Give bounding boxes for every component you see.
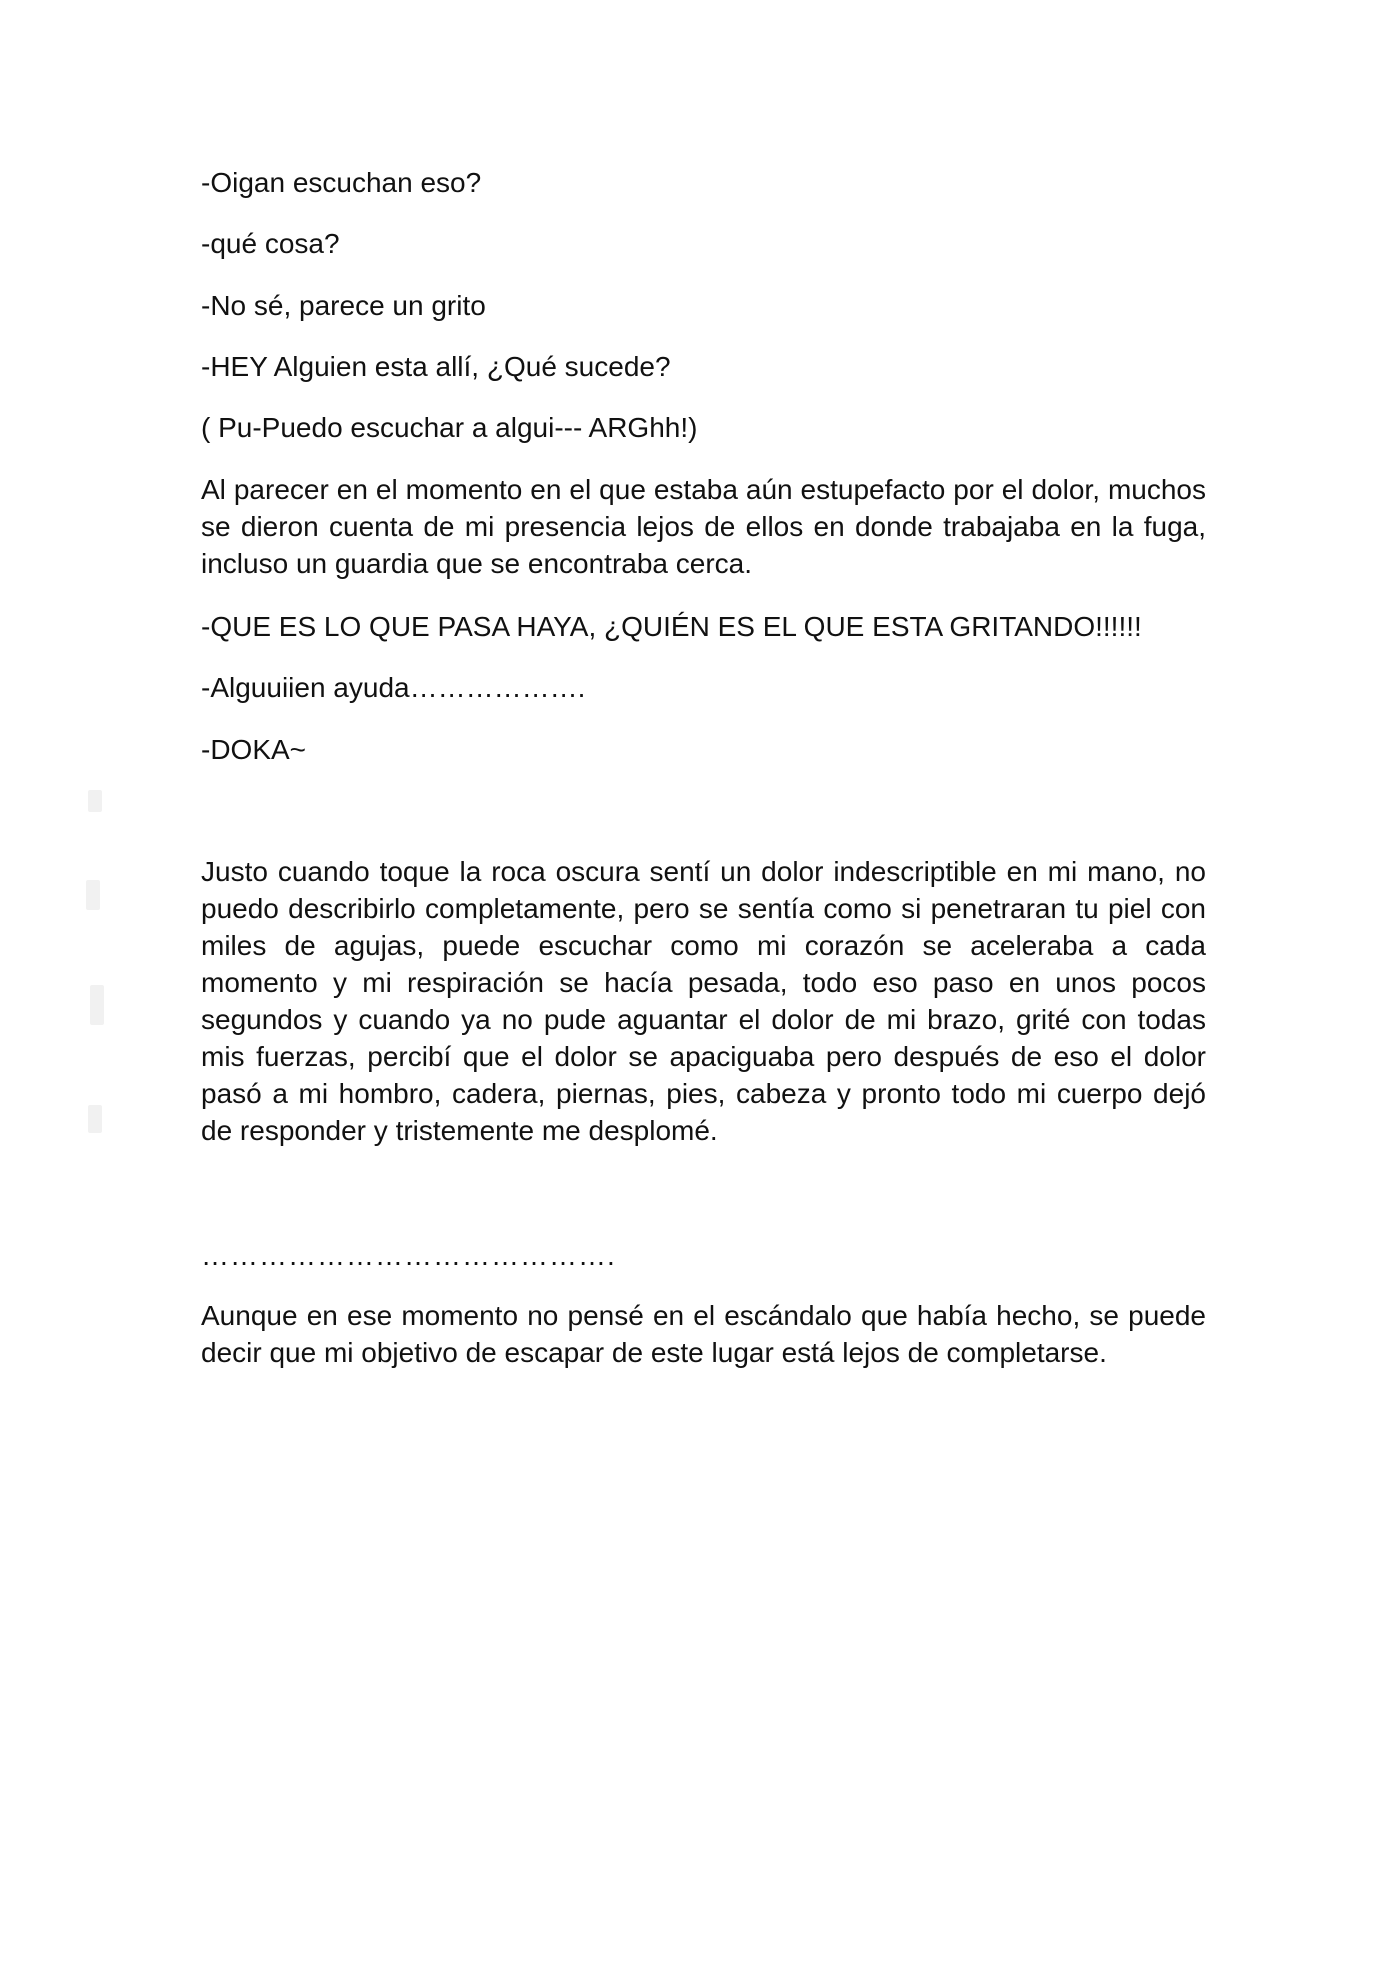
dialogue-line: ( Pu-Puedo escuchar a algui--- ARGhh!) [201, 412, 698, 443]
narrative-paragraph: Aunque en ese momento no pensé en el escándalo que había hecho, se puede decir que mi objetivo de escapar de este lugar está lejos de completarse. [201, 1300, 1206, 1368]
dialogue-line: -No sé, parece un grito [201, 290, 486, 321]
scan-artifact [88, 790, 102, 812]
dialogue-line: -Oigan escuchan eso? [201, 167, 482, 198]
scan-artifact [90, 985, 104, 1025]
scan-artifact [88, 1105, 102, 1133]
dialogue-line: -QUE ES LO QUE PASA HAYA, ¿QUIÉN ES EL QUE ESTA GRITANDO!!!!!! [201, 611, 1142, 642]
scan-artifact [86, 880, 100, 910]
section-separator: ……………………………………. [201, 1240, 616, 1271]
narrative-paragraph: Justo cuando toque la roca oscura sentí un dolor indescriptible en mi mano, no puedo describirlo completamente, pero se sentía como si penetraran tu piel con miles de agujas, puede escuchar como mi corazón se aceleraba a cada momento y mi respiración se hacía pesada, todo eso paso en unos pocos segundos y cuando ya no pude aguantar el dolor de mi brazo, grité con todas mis fuerzas, percibí que el dolor se apaciguaba pero después de eso el dolor pasó a mi hombro, cadera, piernas, pies, cabeza y pronto todo mi cuerpo dejó de responder y tristemente me desplomé. [201, 856, 1206, 1146]
dialogue-line: -HEY Alguien esta allí, ¿Qué sucede? [201, 351, 671, 382]
narrative-paragraph: Al parecer en el momento en el que estaba aún estupefacto por el dolor, muchos se dieron cuenta de mi presencia lejos de ellos en donde trabajaba en la fuga, incluso un guardia que se encontraba cerca. [201, 474, 1206, 579]
dialogue-line: -qué cosa? [201, 228, 340, 259]
dialogue-line: -DOKA~ [201, 734, 307, 765]
dialogue-line: -Alguuiien ayuda………………. [201, 672, 586, 703]
